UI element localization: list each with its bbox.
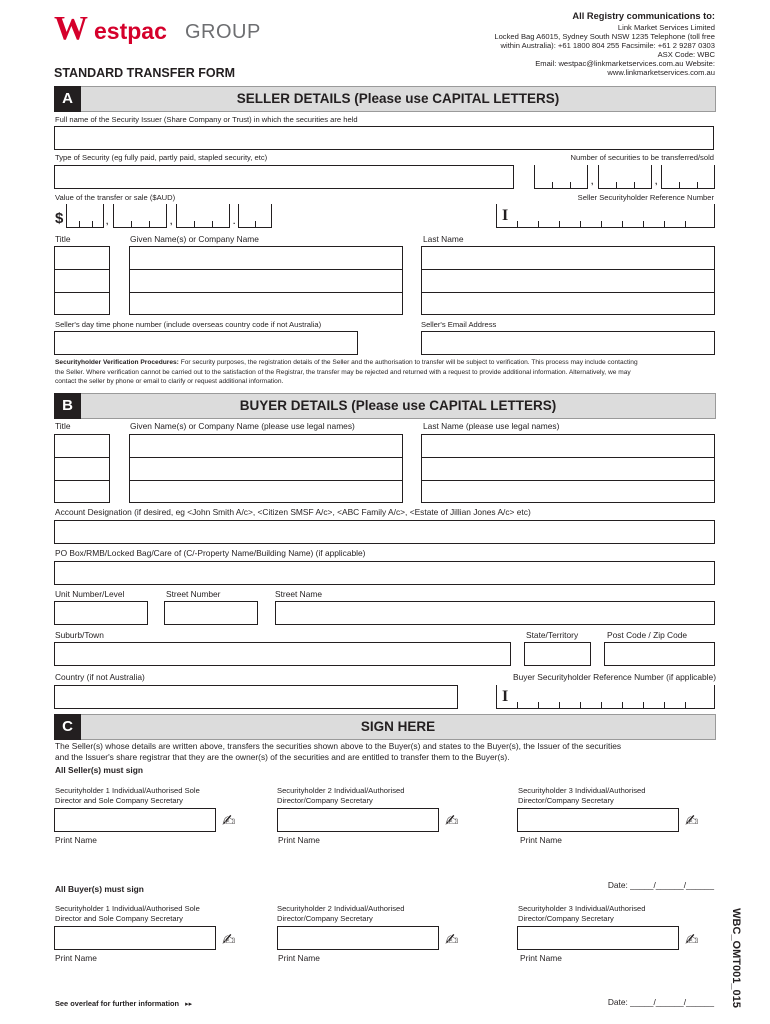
value-group-3[interactable]: [176, 204, 230, 228]
securities-count-group-2[interactable]: [598, 165, 652, 189]
security-type-label: Type of Security (eg fully paid, partly paid, stapled security, etc): [55, 153, 268, 162]
holder-label-line: Securityholder 1 Individual/Authorised Sole: [55, 786, 200, 795]
seller-last-inputs[interactable]: [421, 246, 715, 315]
value-comma: ,: [106, 216, 109, 226]
seller-ref-prefix: I: [502, 207, 509, 224]
registry-line: within Australia): +61 1800 804 255 Facsimile: +61 2 9287 0303: [500, 41, 715, 50]
holder-label-line: Director/Company Secretary: [518, 796, 614, 805]
designation-input[interactable]: [54, 520, 715, 544]
holder-label-line: Director/Company Secretary: [277, 914, 373, 923]
seller-holder1-label: [55, 786, 200, 805]
securities-count-group-3[interactable]: [661, 165, 715, 189]
value-point: .: [233, 216, 236, 226]
last-name-field[interactable]: [421, 434, 715, 457]
print-name-label: Print Name: [55, 953, 97, 963]
section-b-letter: B: [54, 393, 81, 419]
suburb-label: Suburb/Town: [55, 630, 104, 640]
seller-email-label: Seller's Email Address: [421, 320, 497, 329]
seller-phone-label: Seller's day time phone number (include overseas country code if not Australia): [55, 320, 322, 329]
unit-number-input[interactable]: [54, 601, 148, 625]
registry-line: Email: westpac@linkmarketservices.com.au Website:: [535, 59, 715, 68]
buyer-signature-1[interactable]: [54, 926, 216, 950]
registry-line: www.linkmarketservices.com.au: [607, 68, 715, 77]
westpac-logo: [54, 10, 284, 47]
buyer-title-label: Title: [55, 421, 71, 431]
issuer-name-input[interactable]: [54, 126, 714, 150]
given-name-field[interactable]: [129, 434, 403, 457]
form-title: STANDARD TRANSFER FORM: [54, 66, 236, 80]
securities-count-group-1[interactable]: [534, 165, 588, 189]
verification-line: the Seller. Where verification cannot be carried out to the satisfaction of the Registrar, the transfer may be rejected and returned with a request to provide additional information. Alternatively, we may: [55, 368, 631, 376]
double-arrow-icon: ▸▸: [185, 1001, 193, 1008]
buyer-ref-label: Buyer Securityholder Reference Number (if applicable): [513, 672, 716, 682]
section-b-title: BUYER DETAILS (Please use CAPITAL LETTERS): [239, 398, 557, 413]
given-name-field[interactable]: [129, 457, 403, 480]
value-group-2[interactable]: [113, 204, 167, 228]
seller-phone-input[interactable]: [54, 331, 358, 355]
holder-label-line: Director/Company Secretary: [518, 914, 614, 923]
securities-comma: ,: [591, 176, 594, 186]
po-box-label: PO Box/RMB/Locked Bag/Care of (C/-Property Name/Building Name) (if applicable): [55, 548, 366, 558]
buyer-reference-input[interactable]: [496, 685, 715, 709]
street-name-input[interactable]: [275, 601, 715, 625]
last-name-field[interactable]: [421, 292, 715, 315]
title-field[interactable]: [54, 434, 110, 457]
state-input[interactable]: [524, 642, 591, 666]
section-a-letter: A: [54, 86, 81, 112]
buyer-signature-2[interactable]: [277, 926, 439, 950]
registry-line: Locked Bag A6015, Sydney South NSW 1235 Telephone (toll free: [494, 32, 715, 41]
seller-holder3-label: [518, 786, 645, 805]
holder-label-line: Securityholder 1 Individual/Authorised Sole: [55, 904, 200, 913]
po-box-input[interactable]: [54, 561, 715, 585]
pen-icon: ✍: [222, 813, 236, 830]
given-name-field[interactable]: [129, 269, 403, 292]
seller-holder2-label: [277, 786, 404, 805]
declaration-line: and the Issuer's share registrar that they are the owner(s) of the securities and are entitled to transfer them to the Buyer(s).: [55, 752, 510, 762]
seller-last-label: Last Name: [423, 234, 464, 244]
given-name-field[interactable]: [129, 292, 403, 315]
value-cents[interactable]: [238, 204, 272, 228]
seller-signature-3[interactable]: [517, 808, 679, 832]
pen-icon: ✍: [685, 813, 699, 830]
sellers-sign-heading: All Seller(s) must sign: [55, 765, 143, 775]
print-name-label: Print Name: [278, 953, 320, 963]
section-c-letter: C: [54, 714, 81, 740]
seller-title-inputs[interactable]: [54, 246, 110, 315]
declaration-line: The Seller(s) whose details are written above, transfers the securities shown above to the Buyer(s) and states to the Buyer(s), the Issuer of the securities: [55, 741, 622, 751]
last-name-field[interactable]: [421, 480, 715, 503]
value-comma: ,: [170, 216, 173, 226]
state-label: State/Territory: [526, 630, 579, 640]
holder-label-line: Director and Sole Company Secretary: [55, 796, 183, 805]
holder-label-line: Securityholder 2 Individual/Authorised: [277, 786, 405, 795]
holder-label-line: Securityholder 2 Individual/Authorised: [277, 904, 405, 913]
registry-line: ASX Code: WBC: [657, 50, 715, 59]
street-number-label: Street Number: [166, 589, 221, 599]
title-field[interactable]: [54, 292, 110, 315]
last-name-field[interactable]: [421, 269, 715, 292]
last-name-field[interactable]: [421, 457, 715, 480]
buyer-date[interactable]: Date: _____/______/______: [607, 997, 714, 1007]
title-field[interactable]: [54, 246, 110, 269]
section-c-title: SIGN HERE: [360, 719, 436, 734]
buyer-holder1-label: [55, 904, 200, 923]
holder-label-line: Securityholder 3 Individual/Authorised: [518, 904, 646, 913]
buyer-ref-prefix: I: [502, 688, 509, 705]
verification-notice: [55, 358, 717, 387]
seller-given-label: Given Name(s) or Company Name: [130, 234, 259, 244]
postcode-input[interactable]: [604, 642, 715, 666]
country-label: Country (if not Australia): [55, 672, 145, 682]
last-name-field[interactable]: [421, 246, 715, 269]
overleaf-note: [55, 999, 192, 1008]
holder-label-line: Director and Sole Company Secretary: [55, 914, 183, 923]
seller-signature-1[interactable]: [54, 808, 216, 832]
title-field[interactable]: [54, 480, 110, 503]
pen-icon: ✍: [445, 932, 459, 949]
print-name-label: Print Name: [520, 953, 562, 963]
value-label: Value of the transfer or sale ($AUD): [55, 193, 176, 202]
overleaf-text: See overleaf for further information: [55, 999, 180, 1008]
buyer-given-inputs[interactable]: [129, 434, 403, 503]
registry-heading: All Registry communications to:: [572, 11, 715, 21]
street-number-input[interactable]: [164, 601, 258, 625]
buyer-signature-3[interactable]: [517, 926, 679, 950]
buyers-sign-heading: All Buyer(s) must sign: [55, 884, 144, 894]
verification-line: contact the seller by phone or email to clarify or request additional information.: [55, 378, 284, 385]
seller-given-inputs[interactable]: [129, 246, 403, 315]
designation-label: Account Designation (if desired, eg <John Smith A/c>, <Citizen SMSF A/c>, <ABC Family A/c>, <Estate of Jillian Jones A/c> etc): [55, 507, 531, 517]
verification-line: For security purposes, the registration details of the Seller and the authorisation to transfer will be subject to verification. This process may include contacting: [180, 359, 638, 366]
seller-email-input[interactable]: [421, 331, 715, 355]
issuer-label: Full name of the Security Issuer (Share Company or Trust) in which the securities are held: [55, 115, 358, 124]
buyer-title-inputs[interactable]: [54, 434, 110, 503]
street-name-label: Street Name: [275, 589, 323, 599]
title-field[interactable]: [54, 457, 110, 480]
buyer-last-inputs[interactable]: [421, 434, 715, 503]
holder-label-line: Securityholder 3 Individual/Authorised: [518, 786, 646, 795]
print-name-label: Print Name: [278, 835, 320, 845]
buyer-holder3-label: [518, 904, 645, 923]
logo-group: GROUP: [185, 21, 261, 43]
print-name-label: Print Name: [55, 835, 97, 845]
holder-label-line: Director/Company Secretary: [277, 796, 373, 805]
postcode-label: Post Code / Zip Code: [607, 630, 688, 640]
buyer-holder2-label: [277, 904, 404, 923]
pen-icon: ✍: [685, 932, 699, 949]
country-input[interactable]: [54, 685, 458, 709]
given-name-field[interactable]: [129, 246, 403, 269]
form-code: WBC_OMT001_015: [730, 908, 742, 1008]
seller-title-label: Title: [55, 234, 71, 244]
buyer-given-label: Given Name(s) or Company Name (please use legal names): [130, 421, 355, 431]
given-name-field[interactable]: [129, 480, 403, 503]
suburb-input[interactable]: [54, 642, 511, 666]
seller-reference-input[interactable]: [496, 204, 715, 228]
registry-address: [494, 23, 715, 77]
seller-signature-2[interactable]: [277, 808, 439, 832]
print-name-label: Print Name: [520, 835, 562, 845]
seller-ref-label: Seller Securityholder Reference Number: [577, 193, 714, 202]
verification-heading: Securityholder Verification Procedures:: [55, 359, 179, 366]
securities-comma: ,: [655, 176, 658, 186]
buyer-last-label: Last Name (please use legal names): [423, 421, 560, 431]
logo-w-mark: W: [54, 10, 86, 47]
number-securities-label: Number of securities to be transferred/sold: [570, 153, 714, 162]
title-field[interactable]: [54, 269, 110, 292]
dollar-sign: $: [55, 210, 64, 227]
unit-number-label: Unit Number/Level: [55, 589, 125, 599]
registry-line: Link Market Services Limited: [617, 23, 715, 32]
security-type-input[interactable]: [54, 165, 514, 189]
value-group-1[interactable]: [66, 204, 104, 228]
seller-date[interactable]: Date: _____/______/______: [607, 880, 714, 890]
pen-icon: ✍: [445, 813, 459, 830]
pen-icon: ✍: [222, 932, 236, 949]
logo-word: estpac: [94, 18, 167, 44]
section-a-title: SELLER DETAILS (Please use CAPITAL LETTERS): [236, 91, 560, 106]
